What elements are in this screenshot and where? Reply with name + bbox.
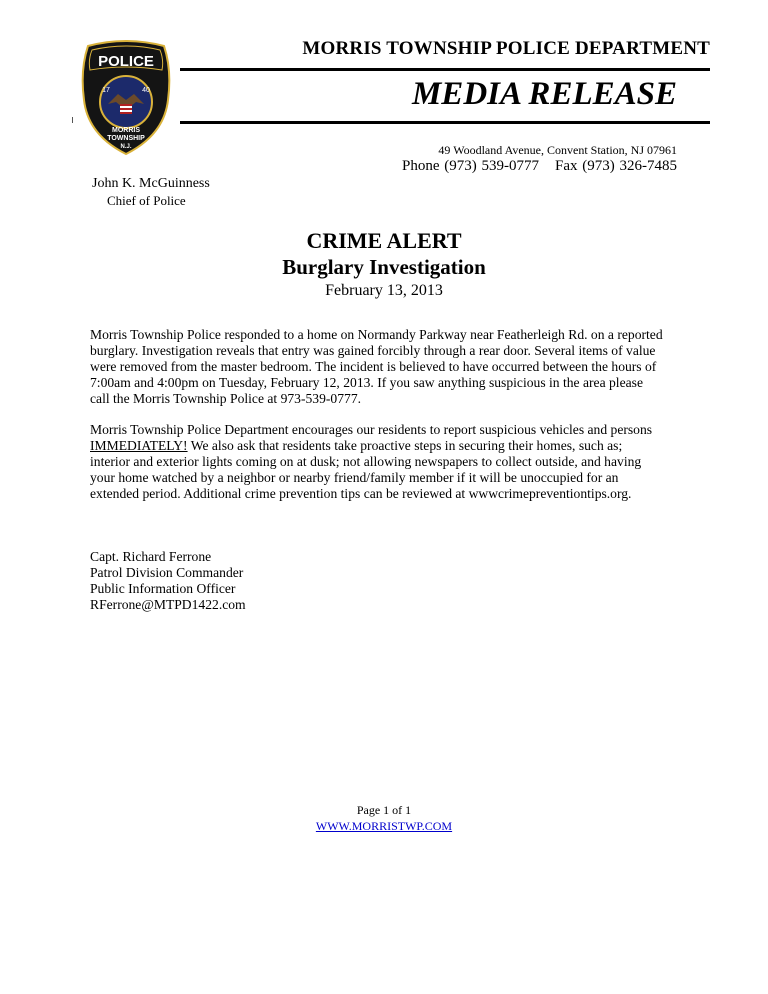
badge-line2: TOWNSHIP	[107, 135, 145, 142]
phone-number: Phone (973) 539-0777	[402, 158, 539, 174]
prevention-paragraph	[90, 422, 690, 502]
signer-role: Patrol Division Commander	[90, 565, 244, 580]
badge-left-number: 17	[102, 87, 110, 94]
chief-name: John K. McGuinness	[92, 176, 210, 191]
page-number: Page 1 of 1	[356, 803, 412, 817]
signer-email: RFerrone@MTPD1422.com	[90, 597, 246, 612]
immediately-emphasis: IMMEDIATELY!	[90, 438, 188, 453]
incident-paragraph	[90, 327, 690, 407]
paragraph-line: call the Morris Township Police at 973-539-0777.	[90, 391, 362, 406]
paragraph-line: were removed from the master bedroom. The incident is believed to have occurred between the hours of	[90, 359, 657, 374]
alert-subtitle: Burglary Investigation	[282, 255, 486, 279]
header-rule-bottom	[180, 121, 710, 124]
signature-block	[90, 549, 246, 613]
paragraph-line: burglary. Investigation reveals that entry was gained forcibly through a rear door. Several items of value	[90, 343, 656, 358]
badge-right-number: 40	[142, 87, 150, 94]
badge-line3: N.J.	[120, 144, 132, 150]
paragraph-line: extended period. Additional crime prevention tips can be reviewed at wwwcrimepreventiontips.org.	[90, 486, 632, 501]
website-link[interactable]: WWW.MORRISTWP.COM	[315, 819, 453, 833]
header-rule-top	[180, 68, 710, 71]
signer-name: Capt. Richard Ferrone	[90, 549, 212, 564]
page-footer	[0, 802, 768, 834]
margin-mark	[72, 117, 73, 123]
release-heading	[0, 227, 768, 302]
paragraph-line: Morris Township Police Department encourages our residents to report suspicious vehicles and persons	[90, 422, 653, 437]
chief-title: Chief of Police	[107, 193, 186, 208]
release-date: February 13, 2013	[325, 282, 443, 299]
media-release-title: MEDIA RELEASE	[411, 76, 677, 112]
paragraph-line	[90, 438, 690, 454]
signer-role: Public Information Officer	[90, 581, 236, 596]
paragraph-line: interior and exterior lights coming on at dusk; not allowing newspapers to collect outside, and having	[90, 454, 642, 469]
police-badge-logo	[78, 40, 174, 158]
department-name: MORRIS TOWNSHIP POLICE DEPARTMENT	[302, 38, 710, 59]
alert-title: CRIME ALERT	[306, 228, 462, 253]
fax-number: Fax (973) 326-7485	[555, 158, 677, 174]
paragraph-line: your home watched by a neighbor or nearby friend/family member if it will be unoccupied for an	[90, 470, 619, 485]
paragraph-line: 7:00am and 4:00pm on Tuesday, February 12, 2013. If you saw anything suspicious in the area please	[90, 375, 643, 390]
paragraph-line-rest: We also ask that residents take proactive steps in securing their homes, such as;	[187, 438, 623, 453]
badge-line1: MORRIS	[112, 127, 140, 134]
badge-top-text: POLICE	[98, 53, 154, 70]
department-address: 49 Woodland Avenue, Convent Station, NJ 07961	[438, 143, 677, 157]
paragraph-line: Morris Township Police responded to a home on Normandy Parkway near Featherleigh Rd. on a reported	[90, 327, 663, 342]
contact-numbers	[300, 158, 677, 175]
